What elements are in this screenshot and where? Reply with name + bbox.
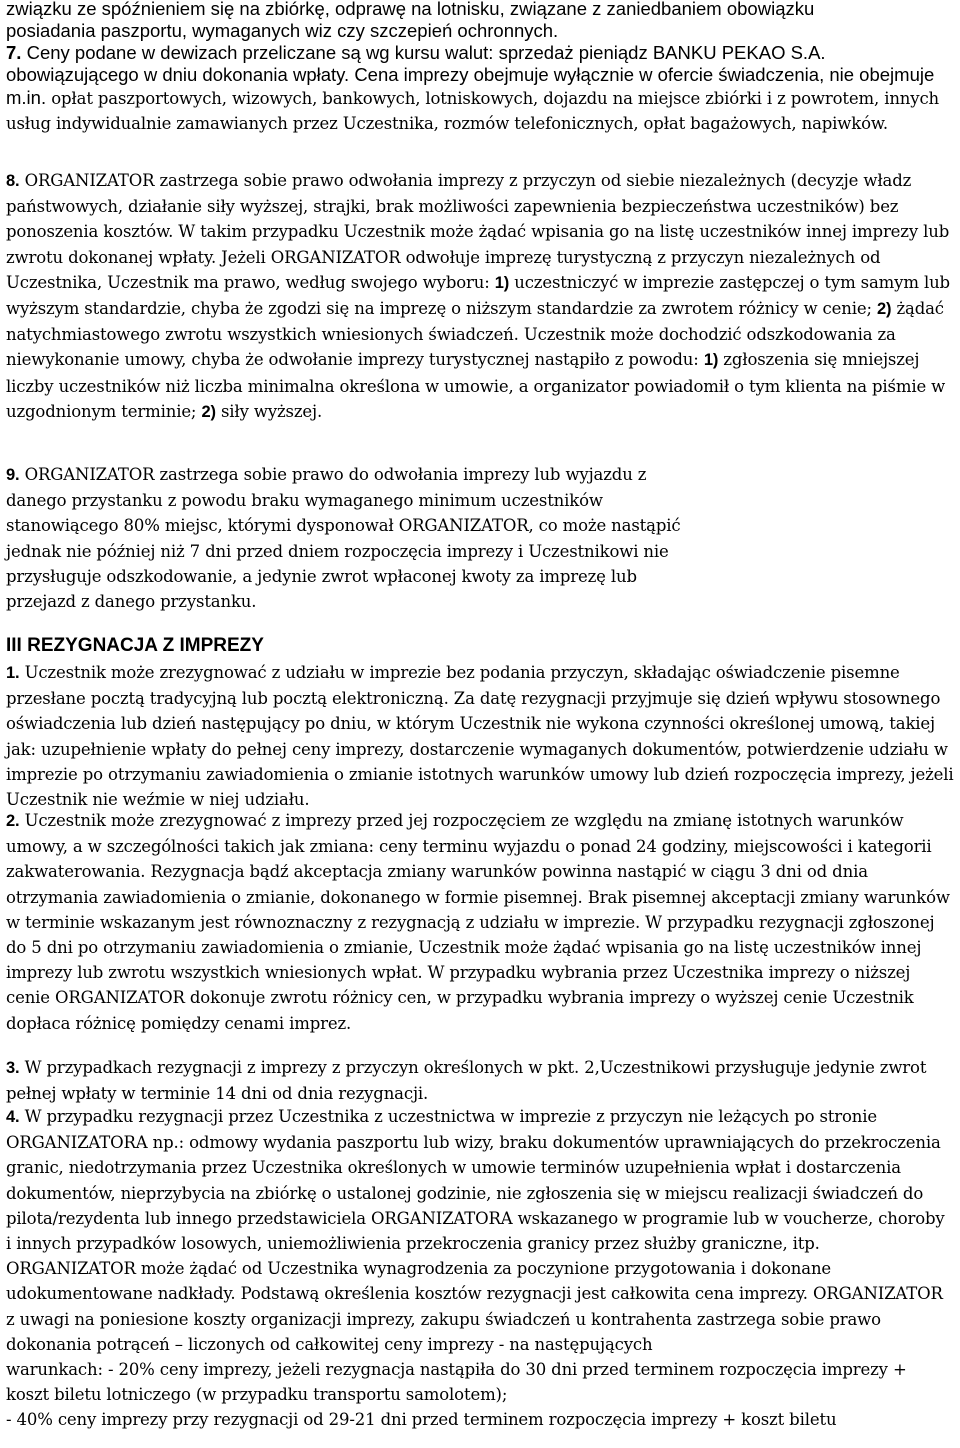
- paragraph-7-text-c: opłat paszportowych, wizowych, bankowych, lotniskowych, dojazdu na miejsce zbiórki i z powrotem, innych usług indywidualnie zamawianych przez Uczestnika, rozmów telefonicznych, opłat bagażowych, napiwków.: [6, 89, 940, 134]
- paragraph-r2: [6, 808, 954, 1036]
- option-number-1: 1): [494, 273, 510, 292]
- paragraph-r4-text: W przypadku rezygnacji przez Uczestnika z uczestnictwa w imprezie z przyczyn nie leżących po stronie ORGANIZATORA np.: odmowy wydania paszportu lub wizy, braku dokumentów uprawniających do przekroczenia granic, niedotrzymania przez Uczestnika określonych w umowie terminów uzupełnienia wpłat i dostarczenia dokumentów, nieprzybycia na zbiórkę o ustalonej godzinie, nie zgłoszenia się w miejscu realizacji świadczeń do pilota/rezydenta lub innego przedstawiciela ORGANIZATORA wskazanego w programie lub w voucherze, choroby i innych przypadków losowych, uniemożliwienia przekroczenia granicy przez służby graniczne, itp. ORGANIZATOR może żądać od Uczestnika wynagrodzenia za poczynione przygotowania i dokonane udokumentowane nadkłady. Podstawą określenia kosztów rezygnacji jest całkowita cena imprezy. ORGANIZATOR z uwagi na poniesione koszty organizacji imprezy, zakupu świadczeń u kontrahenta zastrzega sobie prawo dokonania potrąceń – liczonych od całkowitej ceny imprezy - na następujących: [6, 1107, 945, 1354]
- paragraph-8: [6, 168, 954, 425]
- paragraph-9-text: ORGANIZATOR zastrzega sobie prawo do odwołania imprezy lub wyjazdu z danego przystanku z powodu braku wymaganego minimum uczestników stanowiącego 80% miejsc, którymi dysponował ORGANIZATOR, co może nastąpić jednak nie później niż 7 dni przed dniem rozpoczęcia imprezy i Uczestnikowi nie przysługuje odszkodowanie, a jedynie zwrot wpłaconej kwoty za imprezę lub przejazd z danego przystanku.: [6, 465, 681, 612]
- intro-line-1: związku ze spóźnieniem się na zbiórkę, odprawę na lotnisku, związane z zaniedbaniem obowiązku: [6, 0, 815, 19]
- item-number-r2: 2.: [6, 812, 20, 830]
- paragraph-intro: [6, 0, 954, 42]
- paragraph-r3-text: W przypadkach rezygnacji z imprezy z przyczyn określonych w pkt. 2,Uczestnikowi przysługuje jedynie zwrot pełnej wpłaty w terminie 14 dni od dnia rezygnacji.: [6, 1058, 927, 1104]
- item-number-8: 8.: [6, 172, 20, 190]
- paragraph-7-text-b: Cena imprezy obejmuje wyłącznie w ofercie świadczenia, nie obejmuje m.in.: [6, 64, 935, 108]
- paragraph-r2-text-2: do 5 dni po otrzymaniu zawiadomienia o zmianie, Uczestnik może żądać wpisania go na listę uczestników innej imprezy lub zwrotu wszystkich wniesionych wpłat. W przypadku wybrania przez Uczestnika imprezy o niższej cenie ORGANIZATOR dokonuje zwrotu różnicy cen, w przypadku wybrania imprezy o wyższej cenie Uczestnik dopłaca różnicę pomiędzy cenami imprez.: [6, 938, 922, 1033]
- item-number-r1: 1.: [6, 664, 20, 682]
- paragraph-7-text-a: Ceny podane w dewizach przeliczane są wg kursu walut: sprzedaż pieniądz BANKU PEKAO S.A. obowiązującego w dniu dokonania wpłaty.: [6, 42, 826, 85]
- paragraph-r4: [6, 1104, 954, 1433]
- paragraph-r2-text: Uczestnik może zrezygnować z imprezy przed jej rozpoczęciem ze względu na zmianę istotnych warunków umowy, a w szczególności takich jak zmiana: ceny terminu wyjazdu o ponad 24 godziny, miejscowości i kategorii zakwaterowania. Rezygnacja bądź akceptacja zmiany warunków powinna nastąpić w ciągu 3 dni od dnia otrzymania zawiadomienia o zmianie, dokonanego w formie pisemnej. Brak pisemnej akceptacji zmiany warunków w terminie wskazanym jest równoznaczny z rezygnacją z udziału w imprezie. W przypadku rezygnacji zgłoszonej: [6, 811, 950, 932]
- section-heading: III REZYGNACJA Z IMPREZY: [6, 635, 264, 656]
- paragraph-8-text-d: zgłoszenia się mniejszej liczby uczestników niż liczba minimalna określona w umowie, a organizator powiadomił o tym klienta na piśmie w uzgodnionym terminie;: [6, 350, 946, 421]
- paragraph-r4-text-2: warunkach: - 20% ceny imprezy, jeżeli rezygnacja nastąpiła do 30 dni przed terminem rozpoczęcia imprezy + koszt biletu lotniczego (w przypadku transportu samolotem);: [6, 1360, 907, 1405]
- item-number-9: 9.: [6, 466, 20, 484]
- intro-line-2: posiadania paszportu, wymaganych wiz czy szczepień ochronnych.: [6, 20, 559, 41]
- item-number-r3: 3.: [6, 1059, 20, 1077]
- paragraph-8-text-b: uczestniczyć w imprezie zastępczej o tym samym lub wyższym standardzie, chyba że zgodzi się na imprezę o niższym standardzie za zwrotem różnicy w cenie;: [6, 272, 950, 319]
- paragraph-r1-text: Uczestnik może zrezygnować z udziału w imprezie bez podania przyczyn, składając oświadczenie pisemne przesłane pocztą tradycyjną lub pocztą elektroniczną. Za datę rezygnacji przyjmuje się dzień wpływu stosownego oświadczenia lub dzień następujący po dniu, w którym Uczestnik nie wykona czynności określonej umową, takiej jak: uzupełnienie wpłaty do pełnej ceny imprezy, dostarczenie wymaganych dokumentów, potwierdzenie udziału w imprezie po otrzymaniu zawiadomienia o zmianie istotnych warunków umowy lub dzień rozpoczęcia imprezy, jeżeli Uczestnik nie weźmie w niej udziału.: [6, 663, 954, 810]
- item-number-r4: 4.: [6, 1108, 20, 1126]
- paragraph-7: [6, 42, 954, 136]
- paragraph-r4-text-3: - 40% ceny imprezy przy rezygnacji od 29-21 dni przed terminem rozpoczęcia imprezy + koszt biletu: [6, 1410, 837, 1430]
- option-number-2: 2): [876, 300, 892, 319]
- paragraph-r3: [6, 1055, 954, 1106]
- paragraph-8-text-a: ORGANIZATOR zastrzega sobie prawo odwołania imprezy z przyczyn od siebie niezależnych (decyzje władz państwowych, działanie siły wyższej, strajki, brak możliwości zapewnienia bezpieczeństwa uczestników) bez ponoszenia kosztów. W takim przypadku Uczestnik może żądać wpisania go na listę uczestników innej imprezy lub zwrotu dokonanej wpłaty. Jeżeli ORGANIZATOR odwołuje imprezę turystyczną z przyczyn niezależnych od Uczestnika, Uczestnik ma prawo, według swojego wyboru:: [6, 171, 950, 292]
- paragraph-r1: [6, 660, 954, 812]
- paragraph-9: [6, 462, 706, 614]
- reason-number-1: 1): [703, 351, 719, 370]
- reason-number-2: 2): [201, 402, 216, 421]
- item-number-7: 7.: [6, 42, 22, 63]
- paragraph-8-text-c: żądać natychmiastowego zwrotu wszystkich wniesionych świadczeń. Uczestnik może dochodzić odszkodowania za niewykonanie umowy, chyba że odwołanie imprezy turystycznej nastąpiło z powodu:: [6, 299, 944, 370]
- paragraph-8-text-e: siły wyższej.: [220, 401, 323, 421]
